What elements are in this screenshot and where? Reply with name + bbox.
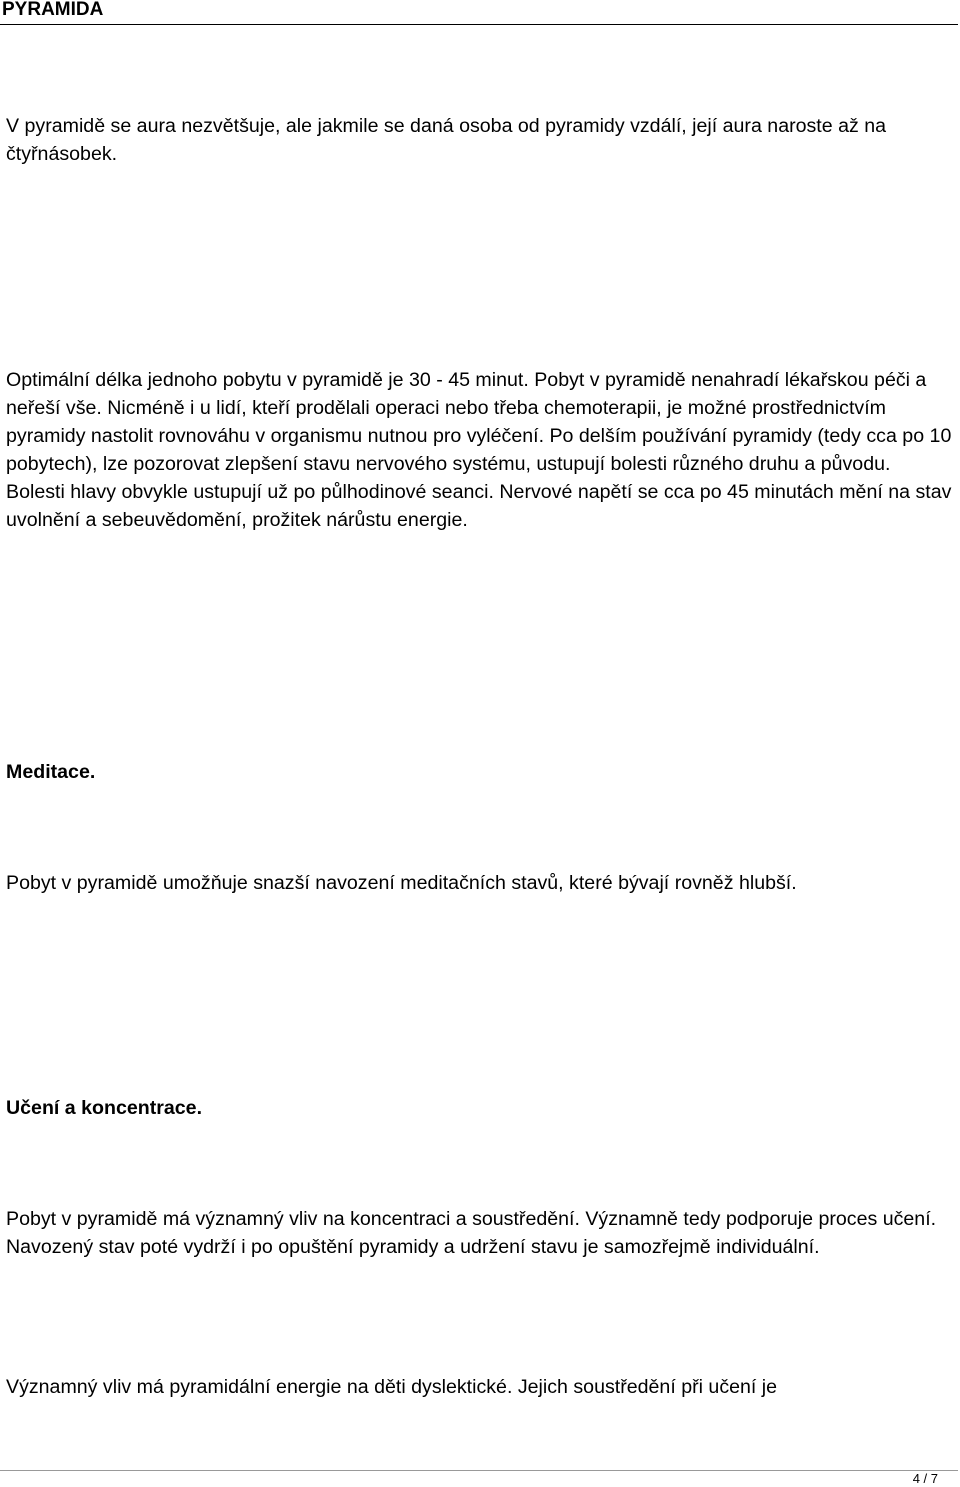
paragraph-optimal-length: Optimální délka jednoho pobytu v pyramidě je 30 - 45 minut. Pobyt v pyramidě nenahradí lékařskou péči a neřeší vše. Nicméně i u lidí, kteří prodělali operaci nebo třeba chemoterapii, je možné prostřednictvím pyramidy nastolit rovnováhu v organismu nutnou pro vyléčení. Po delším používání pyramidy (tedy cca po 10 pobytech), lze pozorovat zlepšení stavu nervového systému, ustupují bolesti různého druhu a původu. Bolesti hlavy obvykle ustupují už po půlhodinové seanci. Nervové napětí se cca po 45 minutách mění na stav uvolnění a sebeuvědomění, prožitek nárůstu energie. [6, 369, 952, 531]
page-number: 4 / 7 [912, 1471, 938, 1486]
heading-learning: Učení a koncentrace. [6, 1097, 203, 1119]
paragraph-meditation: Pobyt v pyramidě umožňuje snazší navození meditačních stavů, které bývají rovněž hlubší. [6, 872, 797, 894]
heading-meditation: Meditace. [6, 761, 96, 783]
page-header [0, 0, 958, 25]
paragraph-dyslexia: Významný vliv má pyramidální energie na děti dyslektické. Jejich soustředění při učení je [6, 1376, 778, 1398]
paragraph-learning: Pobyt v pyramidě má významný vliv na koncentraci a soustředění. Významně tedy podporuje proces učení. Navozený stav poté vydrží i po opuštění pyramidy a udržení stavu je samozřejmě individuální. [6, 1208, 937, 1258]
paragraph-aura: V pyramidě se aura nezvětšuje, ale jakmile se daná osoba od pyramidy vzdálí, její aura naroste až na čtyřnásobek. [6, 115, 887, 165]
document-title: PYRAMIDA [2, 0, 104, 20]
footer-divider [0, 1470, 958, 1471]
